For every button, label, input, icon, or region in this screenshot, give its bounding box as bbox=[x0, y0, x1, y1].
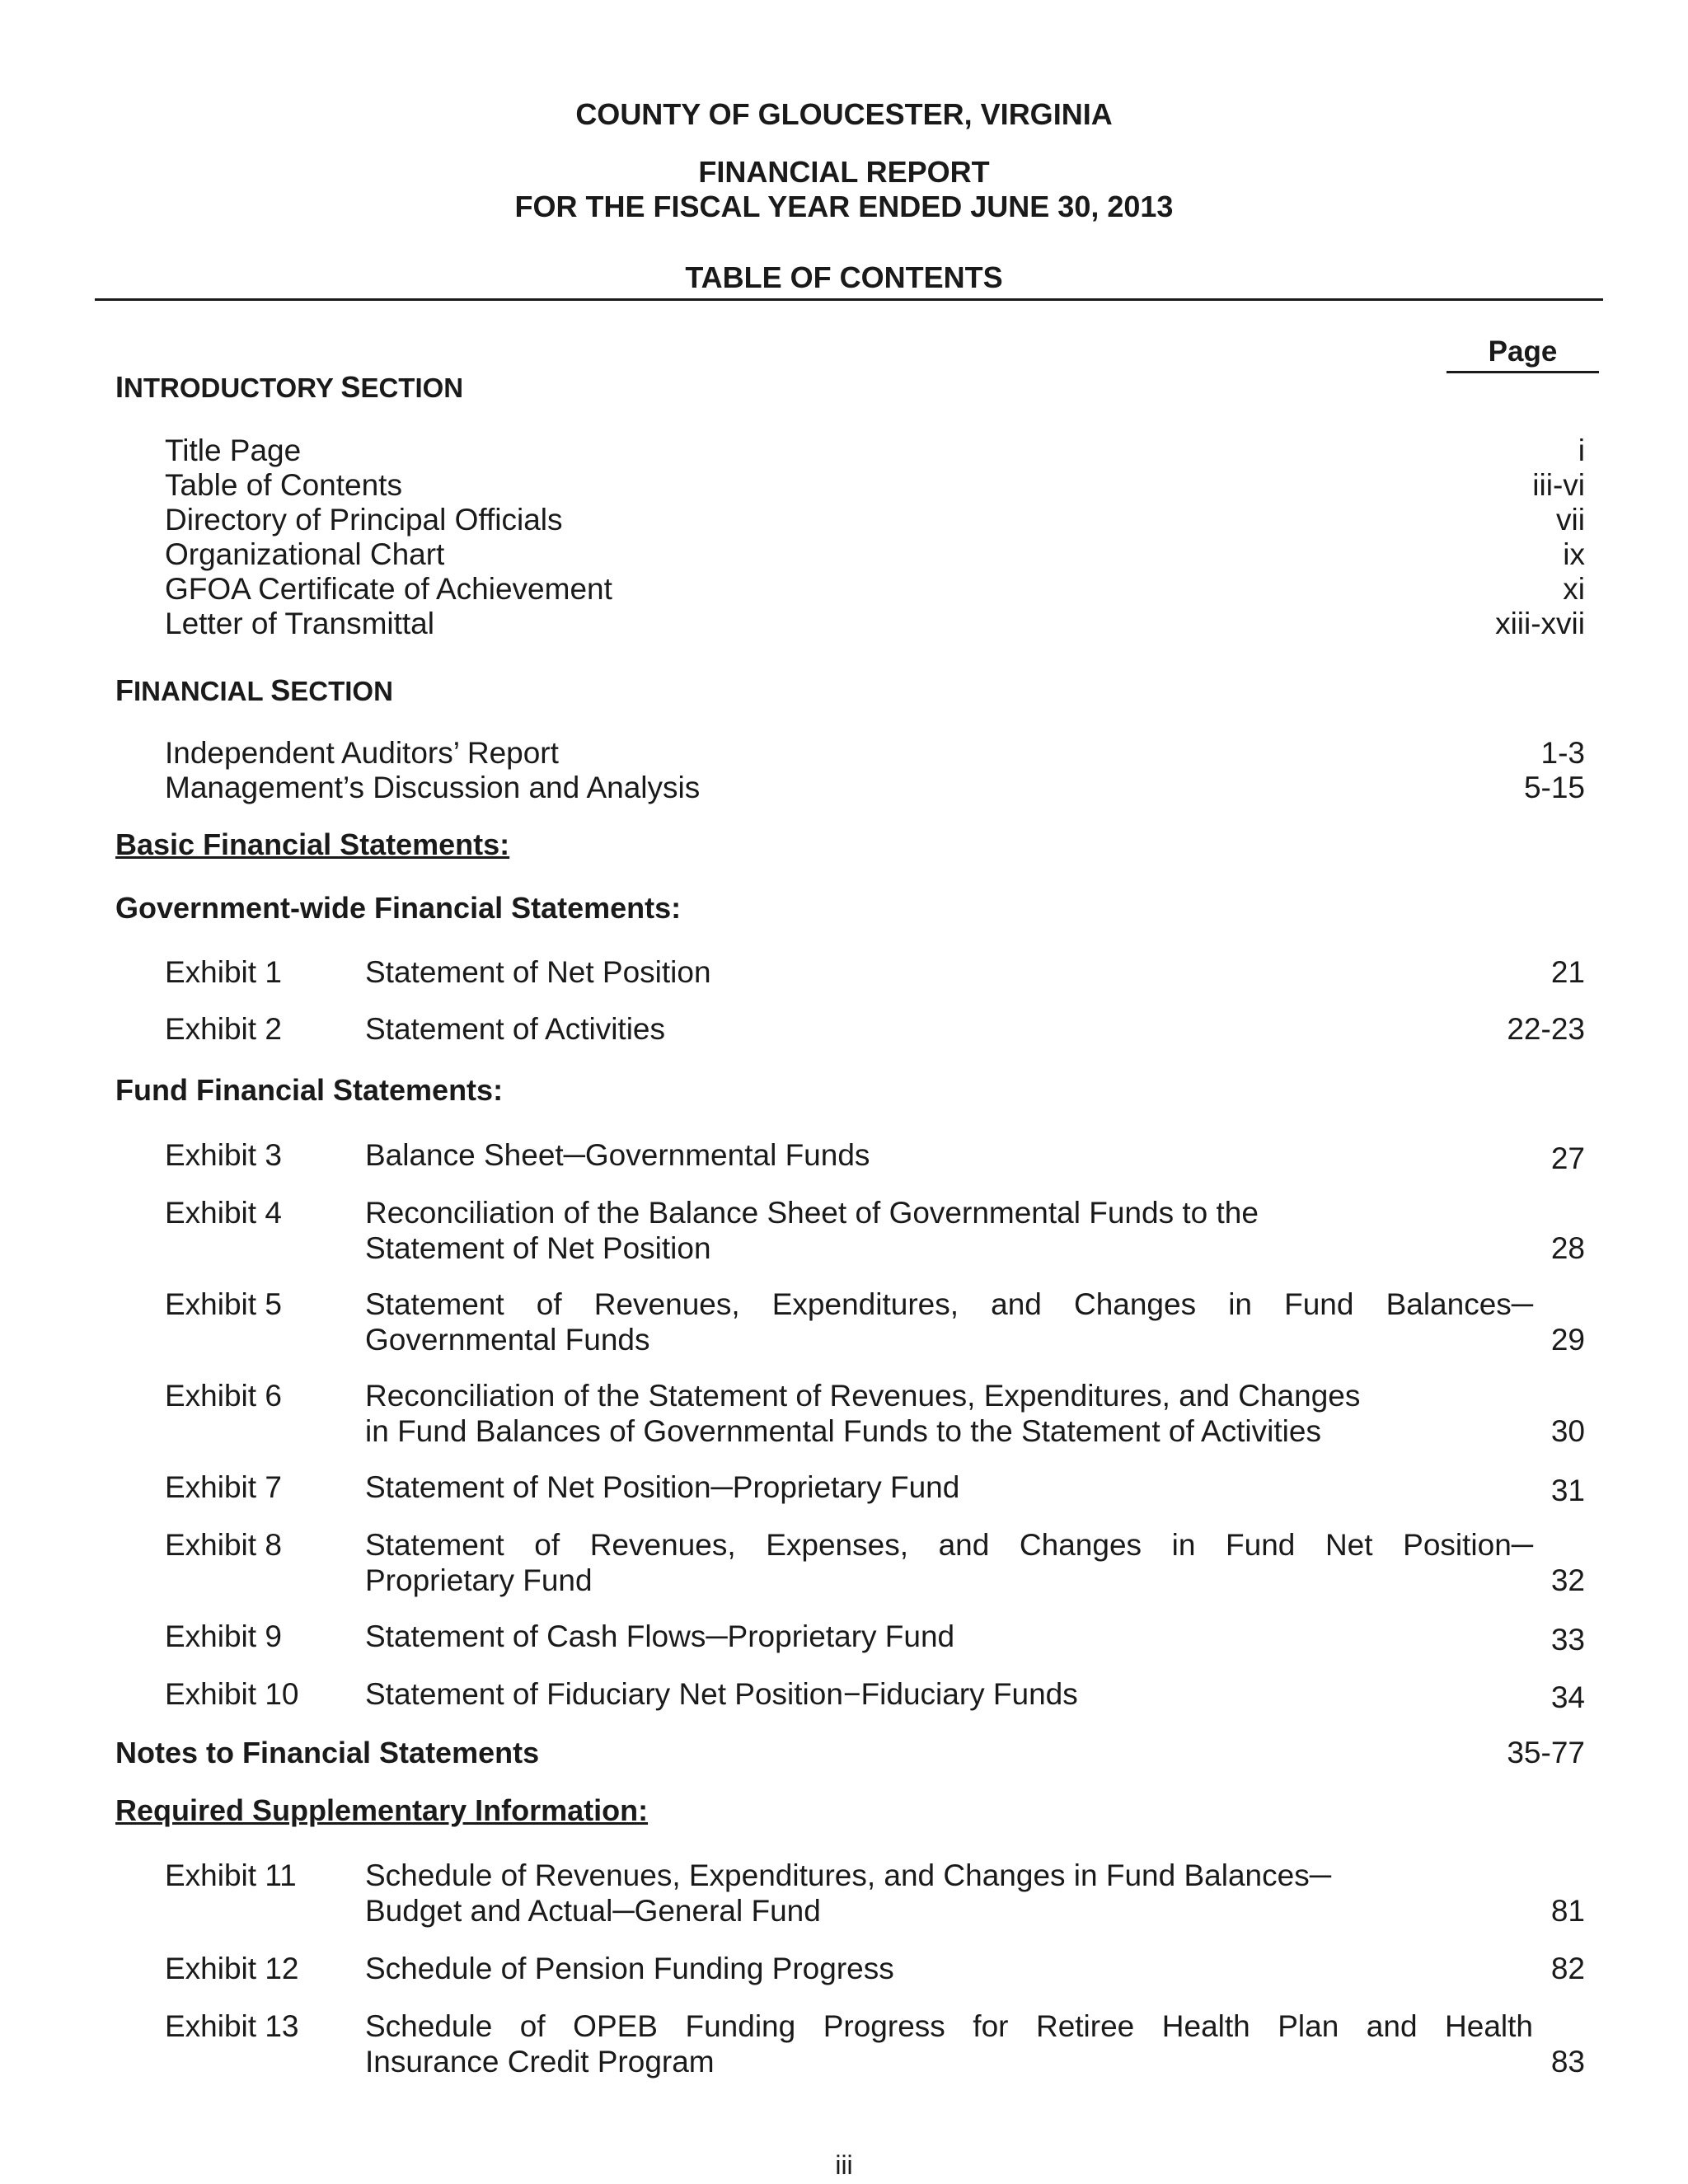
toc-entry: Management’s Discussion and Analysis 5-15 bbox=[165, 771, 1585, 804]
toc-entry: Letter of Transmittal xiii-xvii bbox=[165, 607, 1585, 640]
page-number: 82 bbox=[1550, 1952, 1585, 1985]
financial-section-heading: FINANCIAL SECTION bbox=[115, 673, 393, 707]
exhibit-label: Exhibit 11 bbox=[165, 1858, 297, 1892]
page-number: 28 bbox=[1550, 1231, 1585, 1265]
exhibit-title: Schedule of Pension Funding Progress bbox=[365, 1952, 894, 1985]
page-number: 27 bbox=[1550, 1141, 1585, 1175]
report-title: FINANCIAL REPORT bbox=[698, 155, 990, 189]
page-number: 22-23 bbox=[1507, 1012, 1585, 1046]
exhibit-label: Exhibit 6 bbox=[165, 1379, 282, 1413]
exhibit-title: Statement of Net Position─Proprietary Fund bbox=[365, 1470, 960, 1504]
exhibit-label: Exhibit 12 bbox=[165, 1952, 299, 1985]
exhibit-title: Balance Sheet─Governmental Funds bbox=[365, 1138, 870, 1172]
toc-entry: Organizational Chart ix bbox=[165, 537, 1585, 571]
exhibit-title-line: Statement of Revenues, Expenses, and Changes in Fund Net Position─ bbox=[365, 1528, 1533, 1562]
toc-entry: Directory of Principal Officials vii bbox=[165, 503, 1585, 537]
exhibit-label: Exhibit 5 bbox=[165, 1287, 282, 1321]
page-column-header: Page bbox=[1447, 335, 1599, 373]
toc-entry: Title Page i bbox=[165, 434, 1585, 467]
toc-entry: Independent Auditors’ Report 1-3 bbox=[165, 736, 1585, 770]
notes-entry bbox=[115, 1736, 1585, 1770]
page-number: 29 bbox=[1550, 1323, 1585, 1357]
exhibit-title-line: Statement of Net Position bbox=[365, 1231, 711, 1265]
exhibit-label: Exhibit 8 bbox=[165, 1528, 282, 1562]
exhibit-title-line: Reconciliation of the Statement of Revenues, Expenditures, and Changes bbox=[365, 1379, 1361, 1413]
exhibit-label: Exhibit 4 bbox=[165, 1196, 282, 1230]
toc-entry: GFOA Certificate of Achievement xi bbox=[165, 572, 1585, 606]
fund-statements-heading: Fund Financial Statements: bbox=[115, 1073, 504, 1107]
notes-label: Notes to Financial Statements bbox=[115, 1736, 540, 1769]
page-number: 35-77 bbox=[1507, 1736, 1585, 1769]
exhibit-title: Statement of Activities bbox=[365, 1012, 666, 1046]
page-number: 34 bbox=[1550, 1680, 1585, 1714]
exhibit-label: Exhibit 2 bbox=[165, 1012, 282, 1046]
government-wide-heading: Government-wide Financial Statements: bbox=[115, 891, 682, 925]
page-number: 30 bbox=[1550, 1414, 1585, 1448]
toc-title: TABLE OF CONTENTS bbox=[685, 260, 1003, 294]
page-number: 83 bbox=[1550, 2045, 1585, 2079]
footer-page-number: iii bbox=[835, 2150, 853, 2180]
county-title: COUNTY OF GLOUCESTER, VIRGINIA bbox=[575, 97, 1113, 131]
exhibit-title-line: Insurance Credit Program bbox=[365, 2045, 715, 2079]
exhibit-title: Statement of Net Position bbox=[365, 955, 711, 989]
page-number: 32 bbox=[1550, 1563, 1585, 1597]
exhibit-title: Statement of Fiduciary Net Position−Fiduciary Funds bbox=[365, 1677, 1078, 1711]
exhibit-label: Exhibit 9 bbox=[165, 1619, 282, 1653]
exhibit-title-line: Budget and Actual─General Fund bbox=[365, 1894, 821, 1928]
page-number: 21 bbox=[1550, 955, 1585, 989]
exhibit-label: Exhibit 1 bbox=[165, 955, 282, 989]
exhibit-label: Exhibit 7 bbox=[165, 1470, 282, 1504]
header-divider bbox=[95, 298, 1603, 301]
page-number: 31 bbox=[1550, 1474, 1585, 1507]
exhibit-label: Exhibit 10 bbox=[165, 1677, 299, 1711]
page-number: 81 bbox=[1550, 1894, 1585, 1928]
exhibit-title-line: Schedule of OPEB Funding Progress for Retiree Health Plan and Health bbox=[365, 2009, 1533, 2043]
exhibit-title: Statement of Cash Flows─Proprietary Fund bbox=[365, 1619, 955, 1653]
exhibit-title-line: Reconciliation of the Balance Sheet of Governmental Funds to the bbox=[365, 1196, 1259, 1230]
exhibit-title-line: Governmental Funds bbox=[365, 1323, 650, 1357]
exhibit-label: Exhibit 3 bbox=[165, 1138, 282, 1172]
exhibit-title-line: Schedule of Revenues, Expenditures, and Changes in Fund Balances─ bbox=[365, 1858, 1331, 1892]
exhibit-title-line: Statement of Revenues, Expenditures, and Changes in Fund Balances─ bbox=[365, 1287, 1533, 1321]
exhibit-title-line: Proprietary Fund bbox=[365, 1563, 593, 1597]
toc-entry: Table of Contents iii-vi bbox=[165, 468, 1585, 502]
fiscal-year-title: FOR THE FISCAL YEAR ENDED JUNE 30, 2013 bbox=[514, 190, 1174, 223]
rsi-heading: Required Supplementary Information: bbox=[115, 1793, 649, 1827]
exhibit-title-line: in Fund Balances of Governmental Funds to the Statement of Activities bbox=[365, 1414, 1321, 1448]
page-number: 33 bbox=[1550, 1623, 1585, 1657]
exhibit-label: Exhibit 13 bbox=[165, 2009, 299, 2043]
introductory-section-heading: INTRODUCTORY SECTION bbox=[115, 370, 464, 404]
basic-statements-heading: Basic Financial Statements: bbox=[115, 827, 510, 861]
